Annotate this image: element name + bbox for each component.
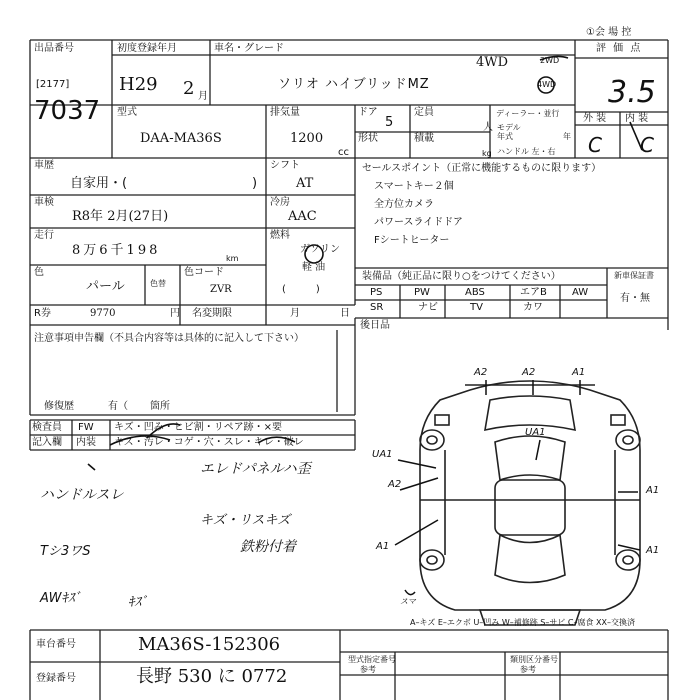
model-year-label: モデル (497, 123, 521, 132)
interior-short-label: 内装 (76, 437, 96, 448)
load-unit: kg (482, 149, 492, 158)
remark-line: ｷｽﾞ (128, 595, 148, 610)
lot-number: 7037 (34, 96, 101, 126)
fuel-gasoline: ガソリン (300, 244, 340, 255)
remark-line: Tシ3ワS (40, 544, 91, 559)
recycle-value: 9770 (90, 308, 116, 319)
damage-mark: A1 (646, 545, 660, 556)
type-value: DAA-MA36S (140, 131, 222, 146)
shift-value: AT (296, 176, 314, 191)
model-name: ソリオ ハイブリッドMZ (278, 77, 430, 92)
capacity-unit: 人 (483, 122, 493, 133)
fw-label: FW (78, 422, 94, 433)
model-label: 車名・グレード (214, 43, 284, 54)
equipment-label: 装備品（純正品に限り○をつけてください） (362, 271, 561, 282)
sales-point-item: スマートキー２個 (374, 181, 454, 192)
chassis-label: 車台番号 (36, 639, 76, 650)
fuel-paren: ( ) (282, 284, 320, 295)
warranty-label: 新車保証書 (614, 271, 654, 280)
damage-mark: A1 (572, 367, 586, 378)
displacement-value: 1200 (290, 131, 324, 146)
dealer-label: ディーラー・並行 (496, 109, 560, 118)
exterior-grade: C (588, 133, 602, 157)
class-ref: 参考 (520, 665, 536, 674)
damage-mark: A2 (522, 367, 536, 378)
damage-legend: A–キズ E–エクボ U–凹み W–補修跡 S–サビ C–腐食 XX–交換済 (410, 618, 636, 627)
drive-4wd: 4WD (537, 80, 557, 89)
reg-label: 登録番号 (36, 673, 76, 684)
first-reg-label: 初度登録年月 (117, 43, 177, 54)
damage-mark: スマ (400, 597, 416, 606)
reg-value: 長野 530 に 0772 (136, 666, 288, 687)
interior-label: 内 装 (625, 113, 649, 124)
equip-ps: PS (370, 287, 383, 298)
score-label: 評 価 点 (596, 43, 643, 54)
first-reg-month-unit: 月 (198, 91, 208, 102)
handle-label: ハンドル 左・右 (497, 147, 556, 156)
color-value: パール (86, 279, 125, 294)
first-reg-month: 2 (183, 78, 195, 99)
equip-abs: ABS (465, 287, 485, 298)
fuel-diesel: 軽 油 (302, 262, 326, 273)
shape-label: 形状 (358, 133, 378, 144)
displacement-label: 排気量 (270, 107, 300, 118)
remark-line: キズ・リスキズ (200, 513, 291, 528)
name-change-day: 日 (340, 308, 350, 319)
equip-tv: TV (470, 302, 483, 313)
drive-type: 4WD (476, 55, 509, 70)
fuel-label: 燃料 (270, 230, 290, 241)
equip-navi: ナビ (418, 302, 438, 313)
color-label: 色 (34, 267, 44, 278)
color-code-label: 色コード (184, 267, 224, 278)
model-year-label2: 年式 (497, 132, 513, 141)
approval-ref: 参考 (360, 665, 376, 674)
inspector-label: 検査員 (32, 422, 62, 433)
class-label: 類別区分番号 (510, 655, 558, 664)
equip-airbag: エアB (520, 287, 547, 298)
mileage-label: 走行 (34, 230, 54, 241)
entry-label: 記入欄 (32, 437, 62, 448)
history-label: 車歴 (34, 160, 54, 171)
damage-mark: UA1 (372, 449, 393, 460)
history-close: ) (252, 176, 258, 191)
exterior-label: 外 装 (583, 113, 607, 124)
equip-pw: PW (414, 287, 430, 298)
repair-value: 有（ (108, 401, 128, 412)
displacement-unit: cc (338, 147, 349, 158)
capacity-label: 定員 (414, 107, 434, 118)
repair-label: 修復歴 (44, 401, 74, 412)
score-value: 3.5 (608, 75, 656, 110)
remark-line: ハンドルスレ (40, 487, 124, 503)
damage-mark: A2 (474, 367, 488, 378)
chassis-value: MA36S-152306 (138, 634, 281, 655)
first-reg-year: H29 (119, 74, 158, 95)
top-right-stamp: ①会 場 控 (586, 27, 632, 38)
remark-line: AWｷｽﾞ (40, 591, 82, 606)
shift-label: シフト (270, 160, 300, 171)
recycle-unit: 円 (170, 308, 180, 319)
equip-sr: SR (370, 302, 384, 313)
ac-label: 冷房 (270, 197, 290, 208)
sales-point-item: 全方位カメラ (374, 199, 434, 210)
mileage-value: 8万6千198 (72, 243, 161, 258)
history-value: 自家用・( (70, 176, 128, 191)
damage-mark: A1 (646, 485, 660, 496)
rear-seat-label: 後日品 (360, 320, 390, 331)
damage-mark: A1 (376, 541, 390, 552)
fw-items: キズ・凹み・ヒビ割・リペア跡・×要 (114, 422, 282, 433)
color-swap-label: 色替 (150, 279, 166, 288)
ac-value: AAC (288, 209, 317, 224)
name-change-label: 名変期限 (192, 308, 232, 319)
inspection-value: R8年 2月(27日) (72, 209, 169, 224)
damage-mark: UA1 (525, 427, 546, 438)
equip-aw: AW (572, 287, 589, 298)
inspection-label: 車検 (34, 197, 54, 208)
sales-point-item: Fシートヒーター (374, 235, 450, 246)
lot-sub: [2177] (36, 79, 70, 90)
remark-line: 鉄粉付着 (240, 539, 296, 555)
lot-label: 出品番号 (34, 43, 74, 54)
doors-value: 5 (385, 115, 394, 130)
color-code-value: ZVR (210, 284, 232, 295)
recycle-label: R券 (34, 308, 51, 319)
car-diagram (420, 381, 640, 625)
sales-points-label: セールスポイント（正常に機能するものに限ります） (362, 163, 602, 174)
sales-point-item: パワースライドドア (374, 217, 463, 228)
remark-line: エレドパネルハ歪 (200, 461, 311, 477)
interior-items: キズ・汚レ・コゲ・穴・スレ・キレ・破レ (114, 437, 304, 448)
name-change-month: 月 (290, 308, 300, 319)
approval-label: 型式指定番号 (348, 655, 396, 664)
interior-grade: C (640, 133, 654, 157)
notes-label: 注意事項申告欄（不具合内容等は具体的に記入して下さい） (34, 333, 304, 344)
type-label: 型式 (117, 107, 137, 118)
drive-2wd: 2WD (540, 56, 560, 65)
repair-close: 箇所 (150, 401, 170, 412)
damage-mark: A2 (388, 479, 402, 490)
doors-label: ドア (358, 107, 378, 118)
year-unit: 年 (563, 132, 571, 141)
warranty-value: 有・無 (620, 293, 650, 304)
load-label: 積載 (414, 133, 434, 144)
mileage-unit: km (226, 254, 239, 263)
equip-leather: カワ (523, 302, 543, 313)
